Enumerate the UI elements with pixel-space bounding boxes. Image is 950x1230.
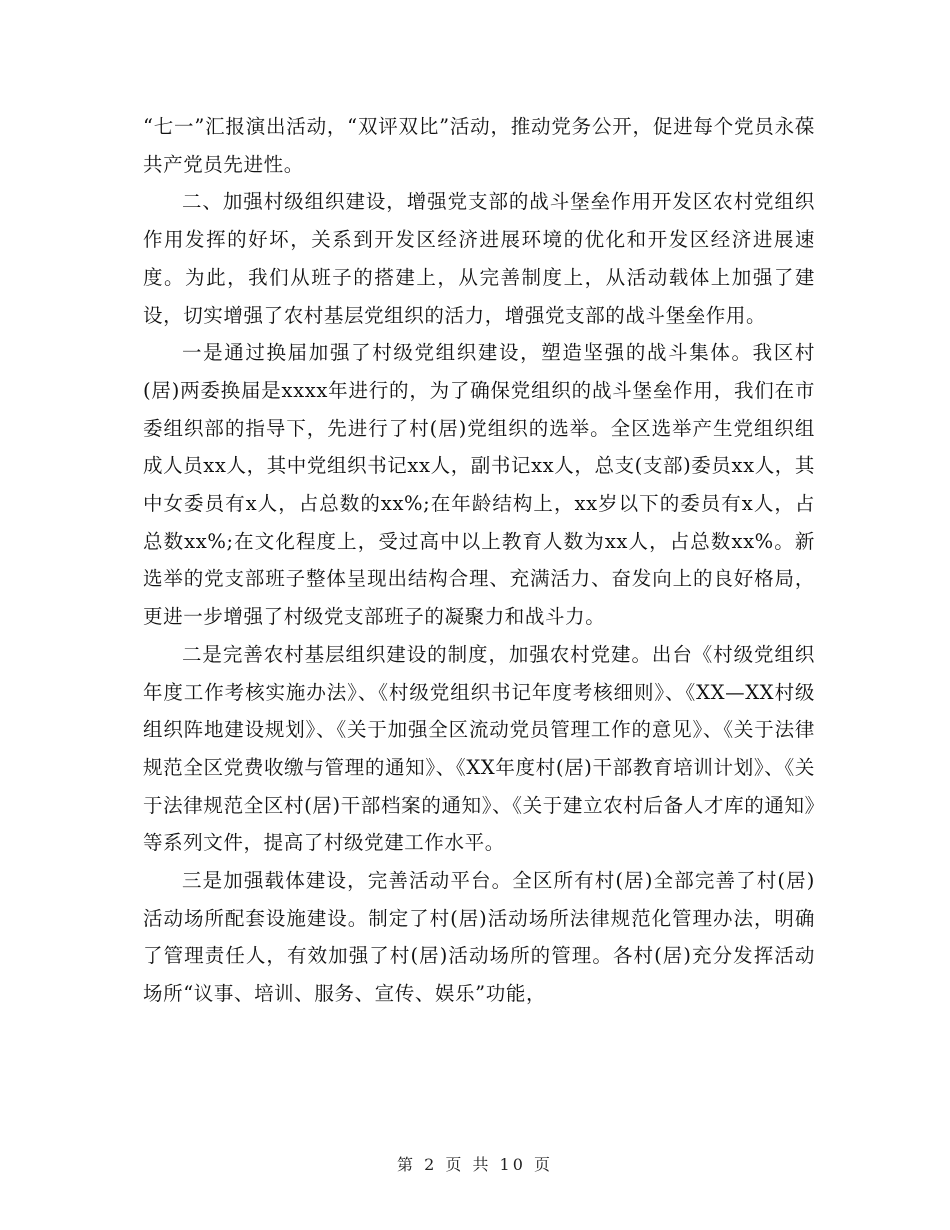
paragraph-1: “七一”汇报演出活动，“双评双比”活动，推动党务公开，促进每个党员永葆共产党员先进性。: [143, 115, 815, 176]
paragraph-3: 一是通过换届加强了村级党组织建设，塑造坚强的战斗集体。我区村(居)两委换届是xxxx年进行的，为了确保党组织的战斗堡垒作用，我们在市委组织部的指导下，先进行了村(居)党组织的选举。全区选举产生党组织组成人员xx人，其中党组织书记xx人，副书记xx人，总支(支部)委员xx人，其中女委员有x人，占总数的xx%;在年龄结构上，xx岁以下的委员有x人，占总数xx%;在文化程度上，受过高中以上教育人数为xx人，占总数xx%。新选举的党支部班子整体呈现出结构合理、充满活力、奋发向上的良好格局，更进一步增强了村级党支部班子的凝聚力和战斗力。: [143, 341, 815, 629]
paragraph-2: 二、加强村级组织建设，增强党支部的战斗堡垒作用开发区农村党组织作用发挥的好坏，关系到开发区经济进展环境的优化和开发区经济进展速度。为此，我们从班子的搭建上，从完善制度上，从活动载体上加强了建设，切实增强了农村基层党组织的活力，增强党支部的战斗堡垒作用。: [143, 190, 815, 327]
paragraph-5: 三是加强载体建设，完善活动平台。全区所有村(居)全部完善了村(居)活动场所配套设施建设。制定了村(居)活动场所法律规范化管理办法，明确了管理责任人，有效加强了村(居)活动场所的管理。各村(居)充分发挥活动场所“议事、培训、服务、宣传、娱乐”功能，: [143, 869, 815, 1006]
document-body: [143, 108, 815, 1013]
paragraph-4: 二是完善农村基层组织建设的制度，加强农村党建。出台《村级党组织年度工作考核实施办法》、《村级党组织书记年度考核细则》、《XX—XX村级组织阵地建设规划》、《关于加强全区流动党员管理工作的意见》、《关于法律规范全区党费收缴与管理的通知》、《XX年度村(居)干部教育培训计划》、《关于法律规范全区村(居)干部档案的通知》、《关于建立农村后备人才库的通知》等系列文件，提高了村级党建工作水平。: [143, 642, 815, 855]
page-number-footer: 第 2 页 共 10 页: [397, 1155, 553, 1174]
